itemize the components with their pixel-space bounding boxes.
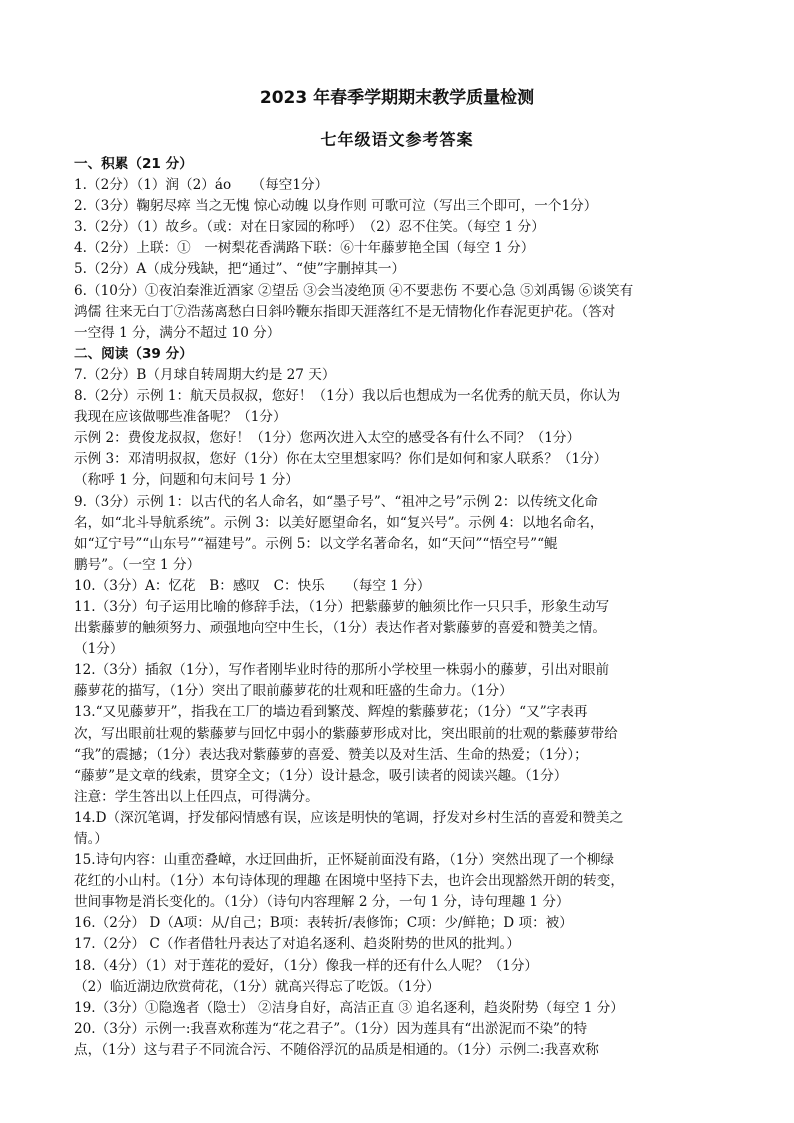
answer-line: 花红的小山村。（1分）本句诗体现的理趣 在困境中坚持下去，也许会出现豁然开朗的转变， [74, 873, 624, 890]
answer-line: 18.（4分）（1）对于莲花的爱好，（1分）像我一样的还有什么人呢？（1分） [74, 957, 539, 974]
answer-line: 2.（3分）鞠躬尽瘁 当之无愧 惊心动魄 以身作则 可歌可泣（写出三个即可，一个1分） [74, 198, 598, 215]
document-title: 2023 年春季学期期末教学质量检测 [259, 88, 535, 108]
answer-line: 鸿儒 往来无白丁⑦浩荡离愁白日斜吟鞭东指即天涯落红不是无情物化作春泥更护花。（答对 [74, 303, 616, 320]
answer-line: 8.（2分）示例 1：航天员叔叔，您好！（1分）我以后也想成为一名优秀的航天员，你认为 [74, 388, 621, 405]
answer-line: 13.“又见藤萝开”，指我在工厂的墙边看到繁茂、辉煌的紫藤萝花；（1分）“又”字表再 [74, 704, 588, 721]
answer-line: 示例 2：费俊龙叔叔，您好！（1分）您两次进入太空的感受各有什么不同？（1分） [74, 430, 581, 447]
answer-line: 5.（2分）A（成分残缺，把“通过”、“使”字删掉其一） [74, 261, 406, 278]
answer-line: 17.（2分） C（作者借牡丹表达了对追名逐利、趋炎附势的世风的批判。） [74, 936, 520, 953]
answer-line: 20.（3分）示例一:我喜欢称莲为“花之君子”。（1分）因为莲具有“出淤泥而不染”的特 [74, 1020, 588, 1037]
answer-line: 次，写出眼前壮观的紫藤萝与回忆中弱小的紫藤萝形成对比，突出眼前的壮观的紫藤萝带给 [74, 725, 618, 742]
answer-line: 16.（2分） D（A项：从/自己；B项：表转折/表修饰；C项：少/鲜艳；D 项：被） [74, 915, 573, 932]
answer-line: 名，如“北斗导航系统”。示例 3：以美好愿望命名，如“复兴号”。示例 4：以地名命名， [74, 514, 604, 531]
answer-line: 示例 3：邓清明叔叔，您好（1分）你在太空里想家吗？你们是如何和家人联系？（1分） [74, 451, 608, 468]
answer-line: 鹏号”。（一空 1 分） [74, 556, 201, 573]
answer-line: 19.（3分）①隐逸者（隐士） ②洁身自好，高洁正直 ③ 追名逐利，趋炎附势（每空 1 分） [74, 999, 624, 1016]
answer-line: 7.（2分）B（月球自转周期大约是 27 天） [74, 366, 336, 383]
answer-line: 如“辽宁号”“山东号”“福建号”。示例 5：以文学名著命名，如“天问”“悟空号”“鲲 [74, 535, 558, 552]
answer-line: “藤萝”是文章的线索，贯穿全文；（1分）设计悬念，吸引读者的阅读兴趣。（1分） [74, 767, 568, 784]
answer-line: 出紫藤萝的触须努力、顽强地向空中生长，（1分）表达作者对紫藤萝的喜爱和赞美之情。 [74, 620, 607, 637]
answer-line: 3.（2分）（1）故乡。（或：对在日家园的称呼） （2）忍不住笑。（每空 1 分） [74, 219, 545, 236]
answer-body [74, 154, 724, 1061]
answer-line: 6.（10分）①夜泊秦淮近酒家 ②望岳 ③会当凌绝顶 ④不要悲伤 不要心急 ⑤刘禹锡 ⑥谈笑有 [74, 282, 634, 299]
answer-line: 点，（1分）这与君子不同流合污、不随俗浮沉的品质是相通的。（1分）示例二:我喜欢称 [74, 1041, 599, 1058]
document-subtitle: 七年级语文参考答案 [320, 130, 474, 149]
answer-line: 12.（3分）插叙（1分），写作者刚毕业时待的那所小学校里一株弱小的藤萝，引出对眼前 [74, 662, 610, 679]
answer-line: “我”的震撼；（1分）表达我对紫藤萝的喜爱、赞美以及对生活、生命的热爱；（1分）； [74, 746, 588, 763]
answer-line: （2）临近湖边欣赏荷花，（1分）就高兴得忘了吃饭。（1分） [74, 978, 440, 995]
answer-line: （称呼 1 分，问题和句末问号 1 分） [74, 472, 299, 489]
section-heading: 一、积累（21 分） [74, 156, 193, 172]
answer-line: 情。） [74, 831, 108, 847]
answer-line: 15.诗句内容：山重峦叠嶂，水迂回曲折，正怀疑前面没有路，（1分）突然出现了一个柳绿 [74, 852, 615, 869]
answer-line: 9.（3分）示例 1：以古代的名人命名，如“墨子号”、“祖冲之号”示例 2：以传统文化命 [74, 493, 598, 510]
answer-line: 藤萝花的描写，（1分）突出了眼前藤萝花的壮观和旺盛的生命力。（1分） [74, 683, 513, 700]
answer-line: 14.D（深沉笔调，抒发郁闷情感有误，应该是明快的笔调，抒发对乡村生活的喜爱和赞美之 [74, 809, 624, 826]
answer-line: 注意：学生答出以上任四点，可得满分。 [74, 788, 319, 805]
answer-line: 一空得 1 分，满分不超过 10 分） [74, 324, 281, 341]
answer-line: （1分） [74, 641, 124, 658]
answer-line: 1.（2分）（1）润（2）áo （每空1分） [74, 177, 329, 194]
answer-line: 4.（2分）上联：① 一树梨花香满路下联：⑥十年藤萝艳全国（每空 1 分） [74, 240, 535, 257]
answer-line: 11.（3分）句子运用比喻的修辞手法，（1分）把紫藤萝的触须比作一只只手，形象生动写 [74, 598, 610, 615]
section-heading: 二、阅读（39 分） [74, 345, 193, 362]
answer-line: 世间事物是消长变化的。（1分）（诗句内容理解 2 分，一句 1 分，诗句理趣 1 分） [74, 894, 570, 911]
answer-line: 10.（3分）A：忆花 B：感叹 C：快乐 （每空 1 分） [74, 577, 431, 594]
answer-line: 我现在应该做哪些准备呢？（1分） [74, 409, 287, 426]
